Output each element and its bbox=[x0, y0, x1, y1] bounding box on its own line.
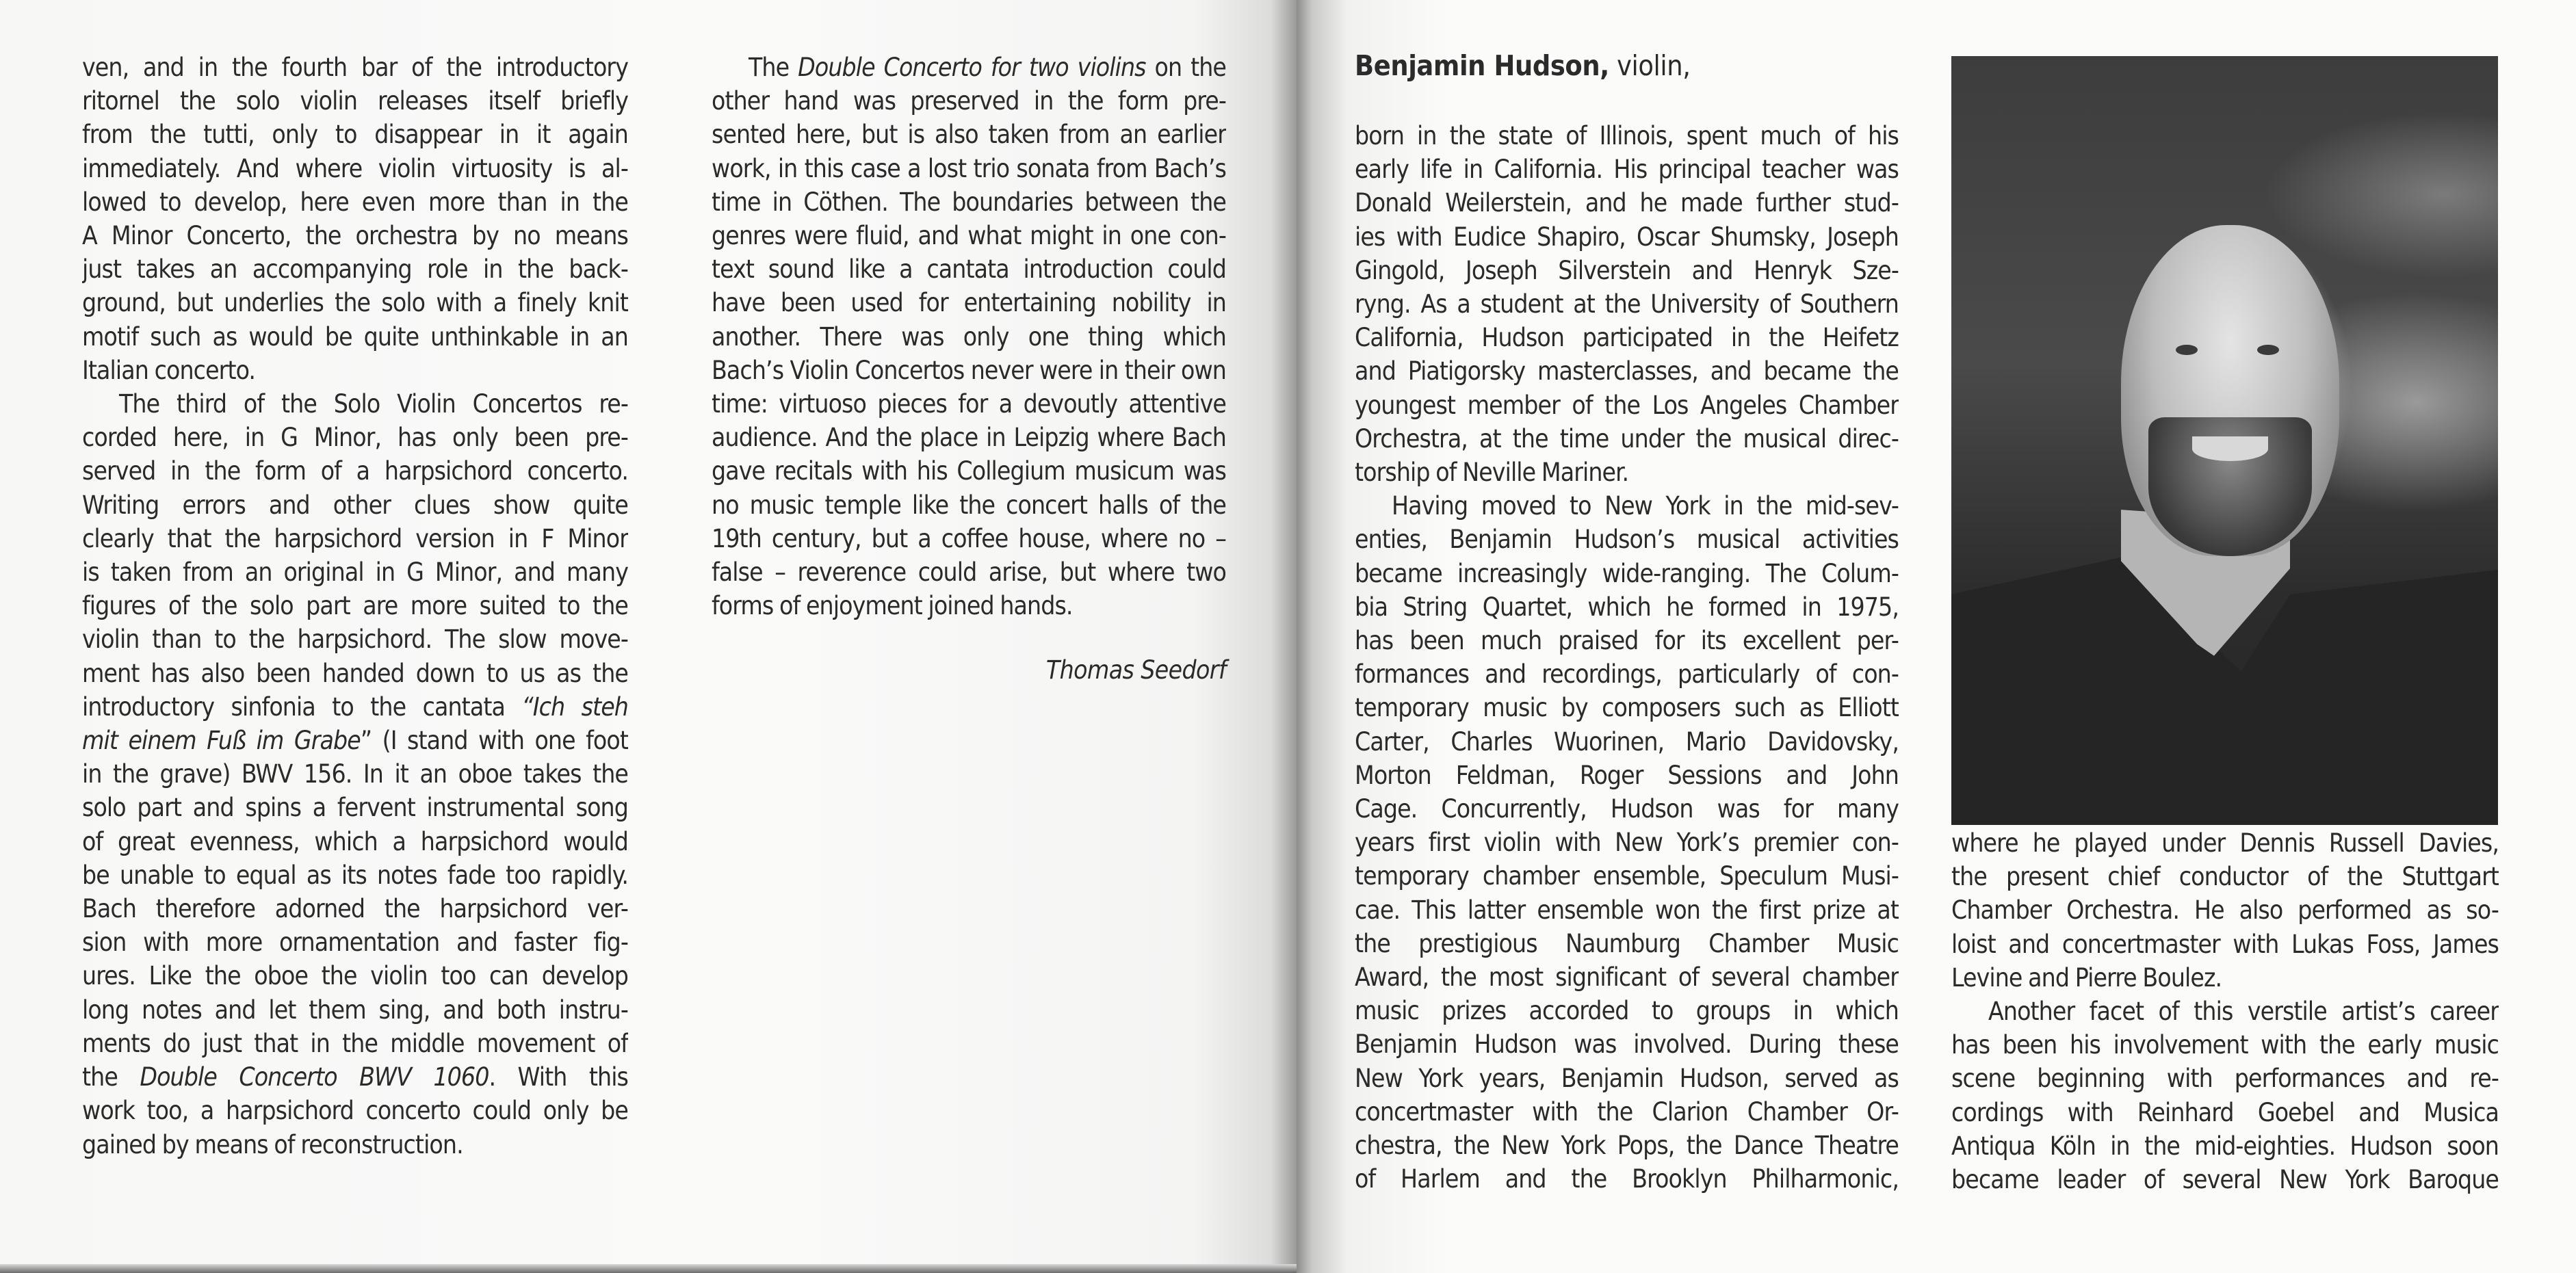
text-line: concertmaster with the Clarion Chamber Or- bbox=[1355, 1097, 1899, 1127]
photo-eye bbox=[2176, 345, 2198, 356]
text-line: figures of the solo part are more suited to the bbox=[82, 591, 628, 621]
text-line: Italian concerto. bbox=[82, 355, 256, 385]
text-line: California, Hudson participated in the Heifetz bbox=[1355, 323, 1899, 353]
text-line: work too, a harpsichord concerto could only be bbox=[82, 1096, 628, 1126]
text-line: A Minor Concerto, the orchestra by no means bbox=[82, 221, 628, 251]
text-line: enties, Benjamin Hudson’s musical activities bbox=[1355, 525, 1899, 555]
bio-paragraph bbox=[1951, 826, 2499, 995]
artist-portrait-photo bbox=[1951, 56, 2498, 825]
text-line: born in the state of Illinois, spent much of his bbox=[1355, 121, 1899, 150]
text-line: the present chief conductor of the Stuttgart bbox=[1951, 862, 2499, 892]
cantata-title: mit einem Fuß im Grabe bbox=[82, 726, 361, 756]
text-line: from the tutti, only to disappear in it again bbox=[82, 120, 628, 150]
text-line: sion with more ornamentation and faster fig- bbox=[82, 928, 628, 958]
text-line: audience. And the place in Leipzig where Bach bbox=[712, 423, 1226, 453]
text-line: ryng. As a student at the University of Southern bbox=[1355, 289, 1899, 319]
text-line: just takes an accompanying role in the back- bbox=[82, 254, 628, 285]
text-line: became increasingly wide-ranging. The Colum- bbox=[1355, 558, 1899, 588]
text-line: has been his involvement with the early music bbox=[1951, 1030, 2499, 1060]
text-line: Having moved to New York in the mid-sev- bbox=[1392, 491, 1899, 521]
text-line: corded here, in G Minor, has only been pre- bbox=[82, 423, 628, 453]
bio-heading bbox=[1355, 48, 1691, 83]
text-line: formances and recordings, particularly of con- bbox=[1355, 659, 1899, 690]
essay-column-2 bbox=[712, 51, 1226, 622]
bio-column-2 bbox=[1951, 826, 2499, 1196]
text-line: served in the form of a harpsichord concerto. bbox=[82, 456, 628, 486]
text-line: temporary music by composers such as Elliott bbox=[1355, 693, 1899, 723]
text-line: ment has also been handed down to us as the bbox=[82, 658, 628, 688]
text-line: other hand was preserved in the form pre- bbox=[712, 86, 1226, 116]
text-line: false – reverence could arise, but where two bbox=[712, 557, 1226, 588]
text-run: on the bbox=[1145, 53, 1226, 82]
text-line: temporary chamber ensemble, Speculum Musi- bbox=[1355, 861, 1899, 891]
essay-paragraph bbox=[82, 387, 628, 1162]
text-line: time: virtuoso pieces for a devoutly attentive bbox=[712, 389, 1226, 419]
text-line: loist and concertmaster with Lukas Foss, James bbox=[1951, 929, 2499, 959]
essay-paragraph bbox=[712, 51, 1226, 622]
text-line: where he played under Dennis Russell Davies, bbox=[1951, 828, 2499, 858]
artist-name: Benjamin Hudson, bbox=[1355, 49, 1609, 82]
text-line: Award, the most significant of several chamber bbox=[1355, 962, 1899, 993]
text-line: Bach therefore adorned the harpsichord ver- bbox=[82, 894, 628, 924]
text-line: the prestigious Naumburg Chamber Music bbox=[1355, 928, 1899, 958]
text-run: the bbox=[82, 1062, 140, 1092]
work-title: Double Concerto BWV 1060 bbox=[140, 1062, 489, 1092]
text-line: text sound like a cantata introduction could bbox=[712, 254, 1226, 285]
text-line: chestra, the New York Pops, the Dance Theatre bbox=[1355, 1131, 1899, 1161]
text-line: Bach’s Violin Concertos never were in their own bbox=[712, 355, 1226, 385]
text-line: Levine and Pierre Boulez. bbox=[1951, 962, 2222, 993]
text-line: music prizes accorded to groups in which bbox=[1355, 996, 1899, 1026]
cantata-title: “Ich steh bbox=[521, 692, 628, 722]
text-run: The bbox=[749, 53, 798, 82]
text-line: cae. This latter ensemble won the first prize at bbox=[1355, 895, 1899, 925]
text-line: ments do just that in the middle movement of bbox=[82, 1028, 628, 1058]
text-line: torship of Neville Mariner. bbox=[1355, 458, 1629, 488]
text-line: gained by means of reconstruction. bbox=[82, 1129, 463, 1159]
text-line: another. There was only one thing which bbox=[712, 321, 1226, 352]
text-line: violin than to the harpsichord. The slow move- bbox=[82, 625, 628, 655]
text-line: ies with Eudice Shapiro, Oscar Shumsky, Joseph bbox=[1355, 222, 1899, 252]
text-line: The third of the Solo Violin Concertos re- bbox=[119, 389, 628, 419]
text-line: Morton Feldman, Roger Sessions and John bbox=[1355, 760, 1899, 790]
text-line: work, in this case a lost trio sonata from Bach’s bbox=[712, 153, 1226, 183]
text-line: Orchestra, at the time under the musical direc- bbox=[1355, 423, 1899, 454]
text-line: time in Cöthen. The boundaries between the bbox=[712, 187, 1226, 217]
text-line: Writing errors and other clues show quite bbox=[82, 490, 628, 520]
author-signature: Thomas Seedorf bbox=[1045, 655, 1226, 685]
text-line: forms of enjoyment joined hands. bbox=[712, 591, 1073, 621]
text-run: ” (I stand with one foot bbox=[360, 726, 628, 756]
text-line: and Piatigorsky masterclasses, and became the bbox=[1355, 356, 1899, 386]
text-line: Another facet of this verstile artist’s career bbox=[1988, 997, 2499, 1027]
text-line: scene beginning with performances and re- bbox=[1951, 1064, 2499, 1094]
text-line: motif such as would be quite unthinkable in an bbox=[82, 321, 628, 352]
essay-paragraph bbox=[82, 51, 628, 387]
text-line: of Harlem and the Brooklyn Philharmonic, bbox=[1355, 1164, 1899, 1194]
text-line: ven, and in the fourth bar of the introductory bbox=[82, 53, 628, 82]
text-line bbox=[82, 690, 628, 724]
text-line: has been much praised for its excellent per- bbox=[1355, 626, 1899, 656]
text-line: be unable to equal as its notes fade too rapidly. bbox=[82, 860, 628, 890]
bio-paragraph bbox=[1951, 995, 2499, 1196]
text-line: ures. Like the oboe the violin too can develop bbox=[82, 961, 628, 991]
bio-paragraph bbox=[1355, 489, 1899, 1196]
text-line: long notes and let them sing, and both instru- bbox=[82, 995, 628, 1025]
text-line: is taken from an original in G Minor, and many bbox=[82, 557, 628, 588]
text-line: youngest member of the Los Angeles Chamber bbox=[1355, 390, 1899, 420]
text-line: ritornel the solo violin releases itself briefly bbox=[82, 86, 628, 116]
text-line: no music temple like the concert halls of the bbox=[712, 490, 1226, 520]
text-line: genres were fluid, and what might in one con- bbox=[712, 221, 1226, 251]
text-run: . With this bbox=[489, 1062, 628, 1092]
text-line: Antiqua Köln in the mid-eighties. Hudson soon bbox=[1951, 1131, 2499, 1161]
text-line: immediately. And where violin virtuosity is al- bbox=[82, 153, 628, 183]
text-line: clearly that the harpsichord version in F Minor bbox=[82, 523, 628, 553]
bio-column-1 bbox=[1355, 119, 1899, 1196]
text-line: Carter, Charles Wuorinen, Mario Davidovsky, bbox=[1355, 726, 1899, 757]
text-line: early life in California. His principal teacher was bbox=[1355, 155, 1899, 185]
text-line: years first violin with New York’s premier con- bbox=[1355, 828, 1899, 858]
text-line: Gingold, Joseph Silverstein and Henryk Sze- bbox=[1355, 255, 1899, 285]
text-line: bia String Quartet, which he formed in 1975, bbox=[1355, 592, 1899, 622]
text-line bbox=[82, 724, 628, 757]
text-line: cordings with Reinhard Goebel and Musica bbox=[1951, 1097, 2499, 1127]
bio-paragraph bbox=[1355, 119, 1899, 489]
text-line: Chamber Orchestra. He also performed as so- bbox=[1951, 895, 2499, 926]
text-line: ground, but underlies the solo with a finely knit bbox=[82, 288, 628, 318]
text-run: introductory sinfonia to the cantata bbox=[82, 692, 522, 722]
artist-instrument: violin, bbox=[1609, 49, 1691, 82]
text-line: gave recitals with his Collegium musicum was bbox=[712, 456, 1226, 486]
text-line bbox=[82, 1060, 628, 1094]
text-line: Cage. Concurrently, Hudson was for many bbox=[1355, 794, 1899, 824]
text-line: Donald Weilerstein, and he made further stud- bbox=[1355, 188, 1899, 218]
text-line: solo part and spins a fervent instrumental song bbox=[82, 793, 628, 823]
text-line: of great evenness, which a harpsichord would bbox=[82, 826, 628, 856]
page-bottom-edge bbox=[0, 1264, 1297, 1273]
text-line: became leader of several New York Baroque bbox=[1951, 1165, 2499, 1195]
work-title: Double Concerto for two violins bbox=[798, 53, 1146, 82]
text-line: lowed to develop, here even more than in the bbox=[82, 187, 628, 217]
text-line: in the grave) BWV 156. In it an oboe takes the bbox=[82, 759, 628, 789]
text-line: 19th century, but a coffee house, where no – bbox=[712, 523, 1226, 553]
text-line: have been used for entertaining nobility in bbox=[712, 288, 1226, 318]
text-line: sented here, but is also taken from an earlier bbox=[712, 120, 1226, 150]
text-line bbox=[712, 51, 1226, 84]
text-line: Benjamin Hudson was involved. During these bbox=[1355, 1029, 1899, 1060]
essay-column-1 bbox=[82, 51, 628, 1162]
text-line: New York years, Benjamin Hudson, served as bbox=[1355, 1063, 1899, 1093]
